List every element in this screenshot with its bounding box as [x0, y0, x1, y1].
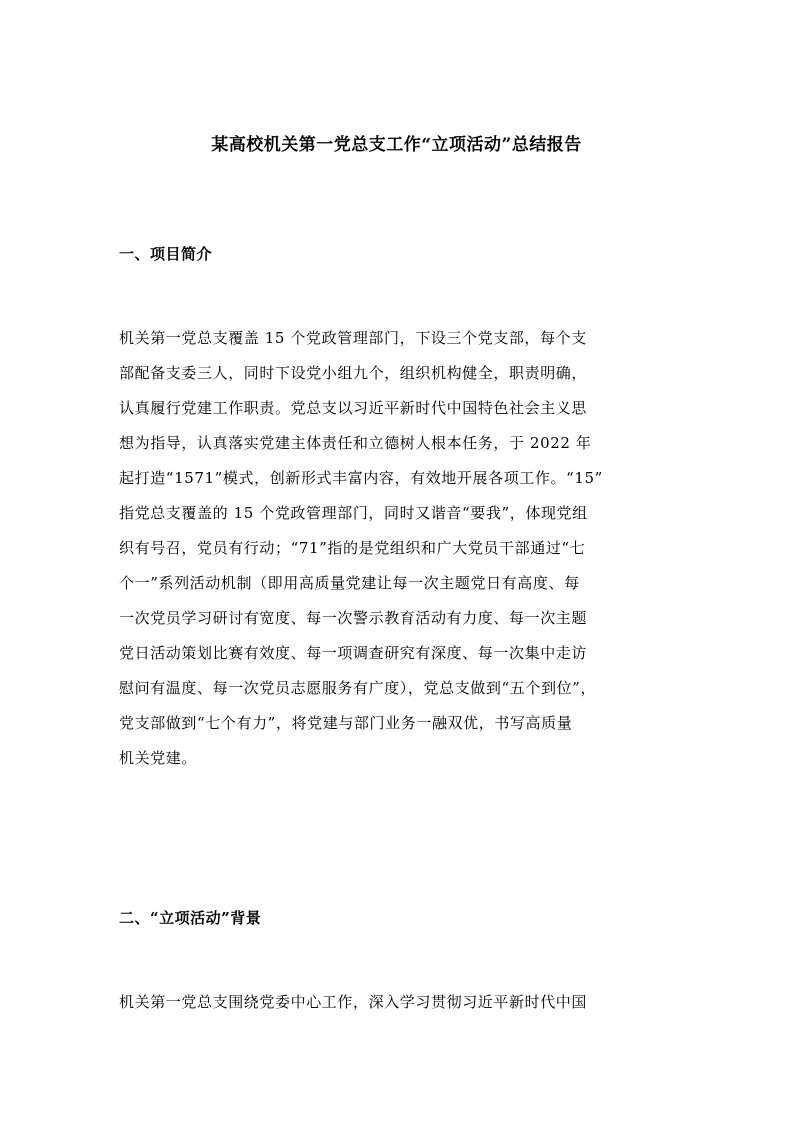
text-line: 机关党建。: [119, 749, 198, 767]
section-heading-intro: 一、项目简介: [119, 245, 213, 263]
section-paragraph-background: [119, 990, 679, 1025]
text-line: 一次党员学习研讨有宽度、每一次警示教育活动有力度、每一次主题: [119, 609, 588, 627]
text-line: 起打造“1571”模式，创新形式丰富内容，有效地开展各项工作。“15”: [119, 469, 603, 487]
text-line: 党日活动策划比赛有效度、每一项调查研究有深度、每一次集中走访: [119, 644, 588, 662]
text-line: 认真履行党建工作职责。党总支以习近平新时代中国特色社会主义思: [119, 399, 588, 417]
section-paragraph-intro: [119, 326, 679, 781]
text-line: 想为指导，认真落实党建主体责任和立德树人根本任务，于 2022 年: [119, 434, 592, 452]
text-line: 个一”系列活动机制（即用高质量党建让每一次主题党日有高度、每: [119, 574, 580, 592]
text-line: 部配备支委三人，同时下设党小组九个，组织机构健全，职责明确，: [119, 364, 588, 382]
document-title: 某高校机关第一党总支工作“立项活动”总结报告: [211, 135, 582, 155]
text-line: 机关第一党总支围绕党委中心工作，深入学习贯彻习近平新时代中国: [119, 993, 588, 1011]
text-line: 指党总支覆盖的 15 个党政管理部门，同时又谐音“要我”，体现党组: [119, 504, 588, 522]
text-line: 机关第一党总支覆盖 15 个党政管理部门，下设三个党支部，每个支: [119, 329, 587, 347]
section-heading-background: 二、“立项活动”背景: [119, 909, 262, 927]
text-line: 织有号召，党员有行动；“71”指的是党组织和广大党员干部通过“七: [119, 539, 586, 557]
text-line: 党支部做到“七个有力”，将党建与部门业务一融双优，书写高质量: [119, 714, 573, 732]
text-line: 慰问有温度、每一次党员志愿服务有广度），党总支做到“五个到位”，: [119, 679, 597, 697]
